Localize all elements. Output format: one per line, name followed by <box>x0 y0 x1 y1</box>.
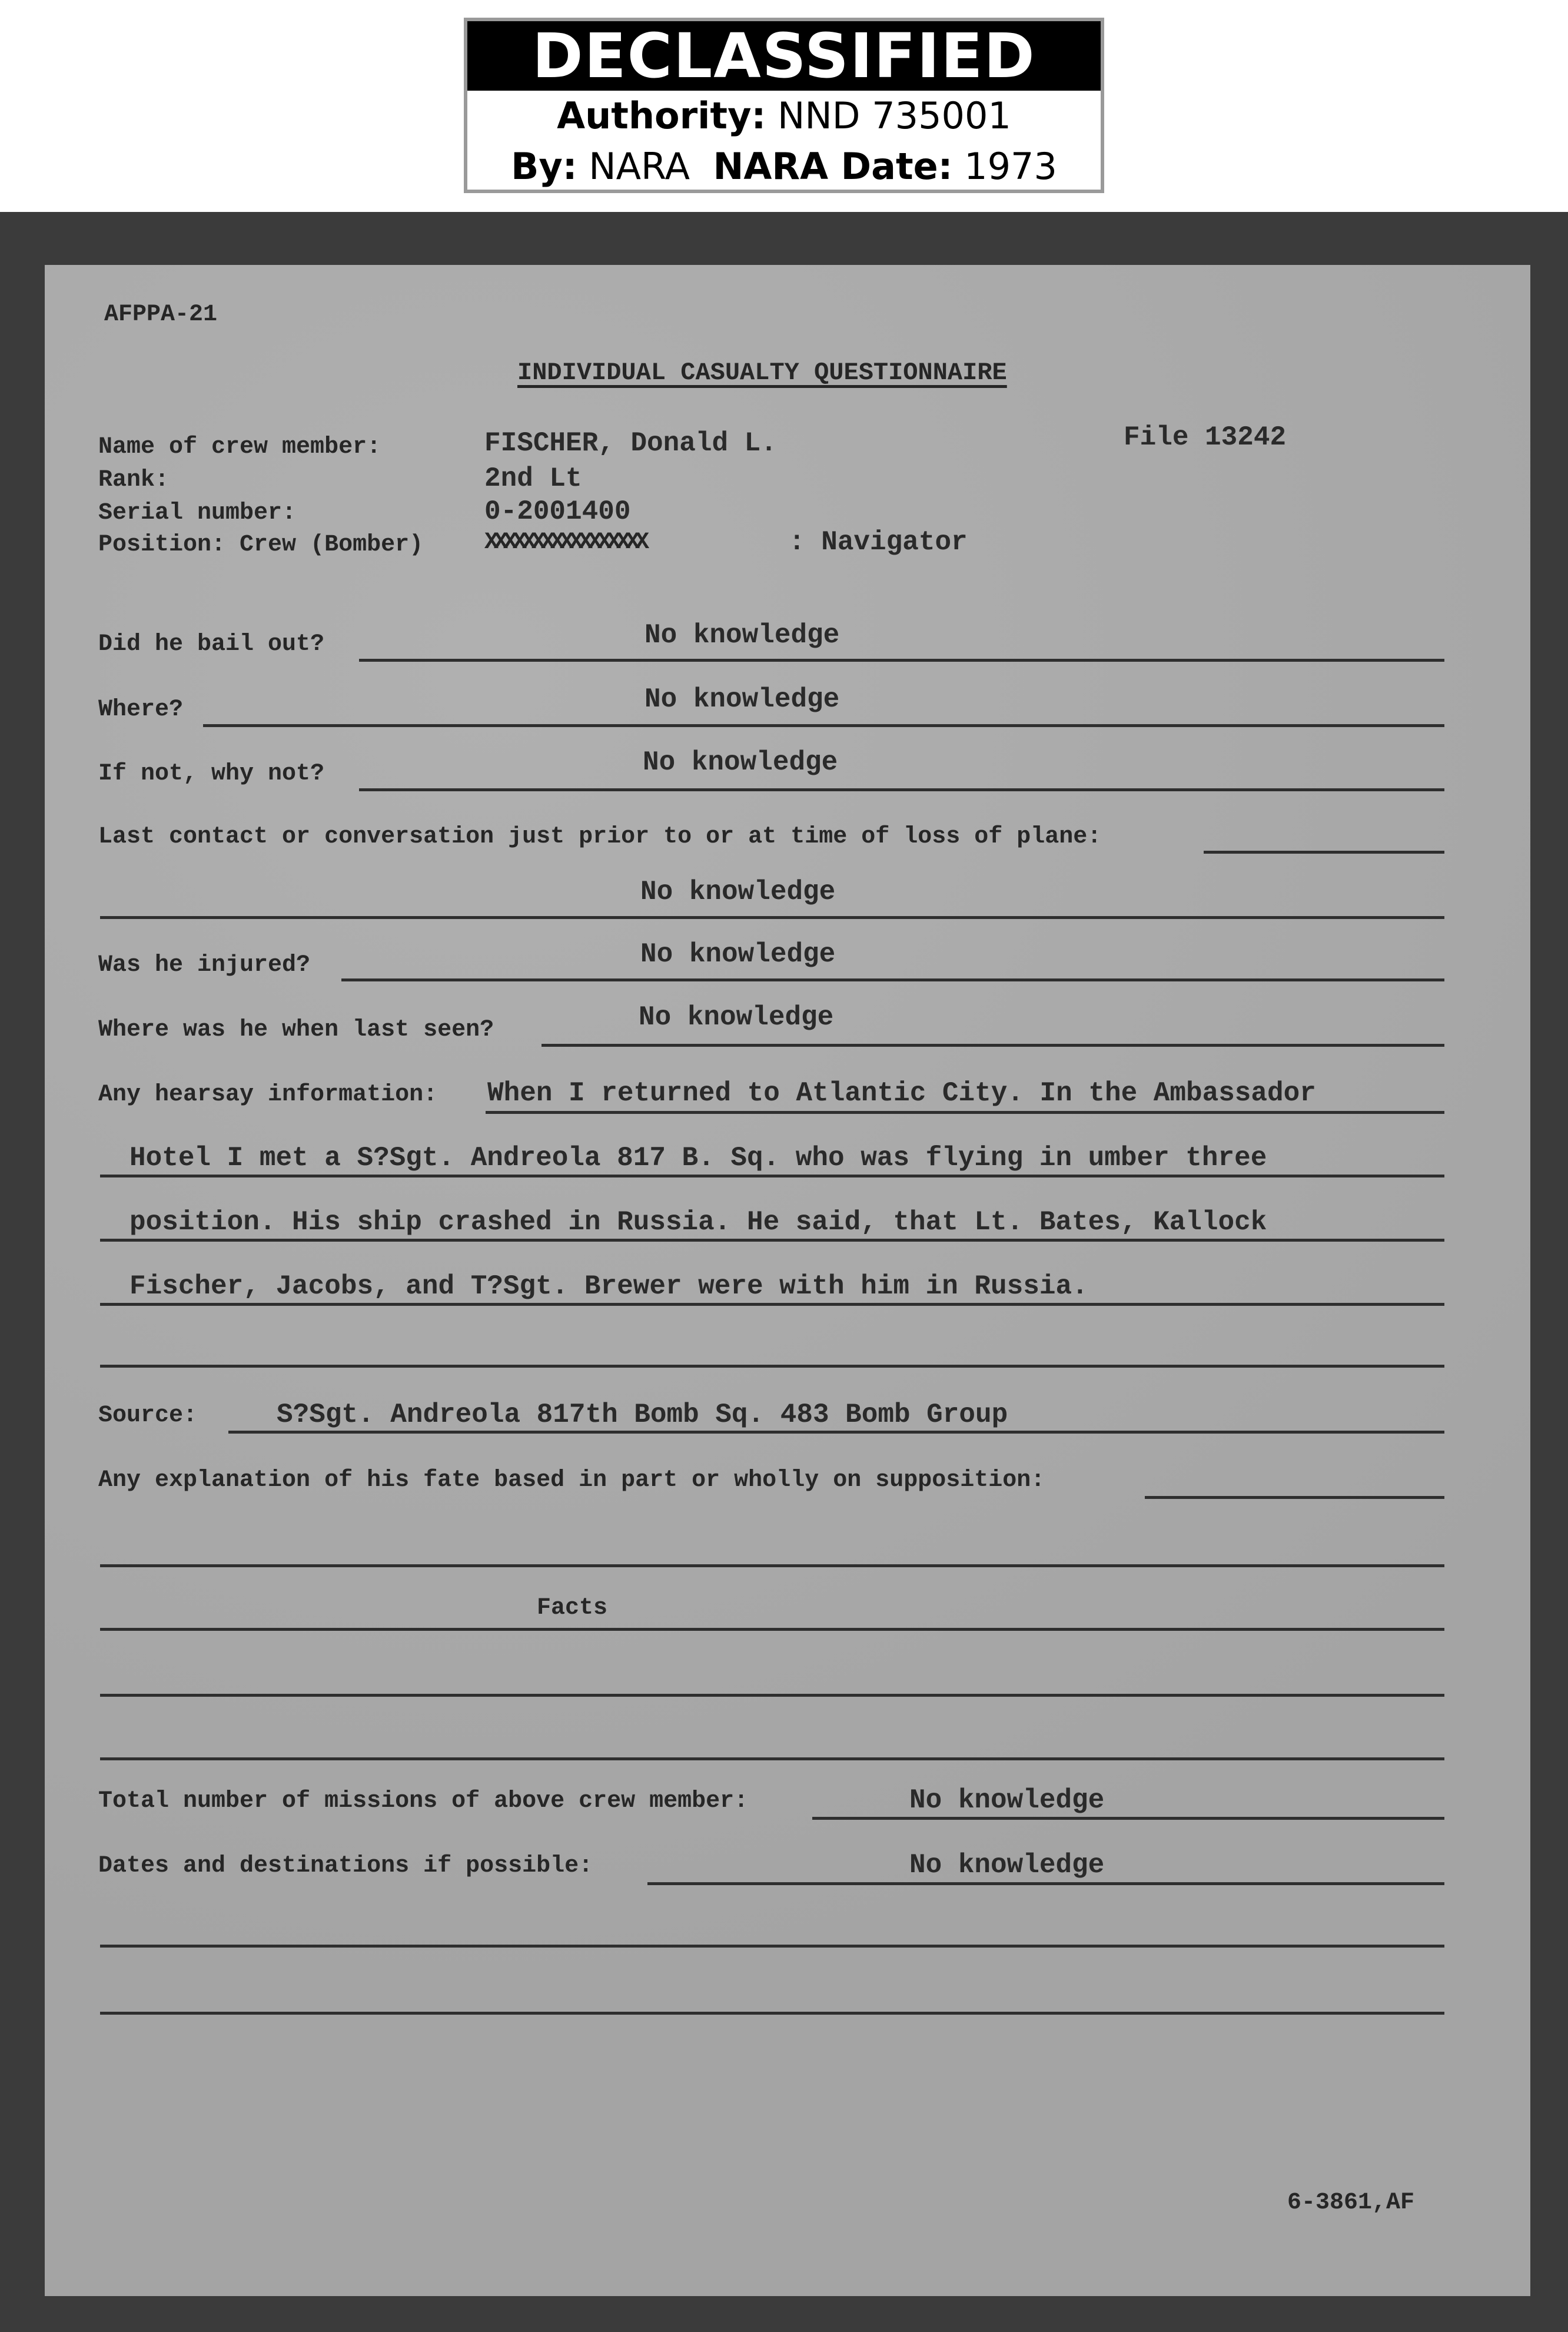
answer-line <box>341 978 1444 981</box>
form-title: INDIVIDUAL CASUALTY QUESTIONNAIRE <box>517 359 1007 387</box>
date-label: NARA Date: <box>713 145 953 188</box>
answer-line <box>1145 1496 1444 1499</box>
file-number: File 13242 <box>1124 422 1287 453</box>
injured-value: No knowledge <box>640 939 836 970</box>
injured-label: Was he injured? <box>98 952 311 978</box>
answer-line <box>100 916 1444 919</box>
where-label: Where? <box>98 696 184 723</box>
declassified-stamp <box>464 18 1104 193</box>
by-label: By: <box>511 145 577 188</box>
where-value: No knowledge <box>645 684 840 715</box>
form-code: AFPPA-21 <box>104 301 218 328</box>
stamp-by <box>467 141 1101 192</box>
serial-value: 0-2001400 <box>484 496 631 527</box>
bail-value: No knowledge <box>645 620 840 651</box>
answer-line <box>100 1564 1444 1567</box>
footer-code: 6-3861,AF <box>1287 2190 1415 2216</box>
answer-line <box>100 1628 1444 1631</box>
answer-line <box>203 724 1444 727</box>
answer-line <box>812 1817 1444 1820</box>
answer-line <box>100 1239 1444 1242</box>
answer-line <box>228 1431 1444 1434</box>
position-value: : Navigator <box>789 527 968 558</box>
explanation-label: Any explanation of his fate based in part or wholly on supposition: <box>98 1467 1045 1494</box>
serial-label: Serial number: <box>98 500 297 526</box>
facts-text: Facts <box>537 1595 608 1621</box>
answer-line <box>100 1945 1444 1948</box>
authority-label: Authority: <box>557 94 766 137</box>
answer-line <box>359 659 1444 662</box>
hearsay-line-2: Hotel I met a S?Sgt. Andreola 817 B. Sq. who was flying in umber three <box>129 1143 1267 1173</box>
answer-line <box>1204 851 1444 854</box>
answer-line <box>100 1175 1444 1177</box>
hearsay-line-1: When I returned to Atlantic City. In the Ambassador <box>487 1078 1316 1109</box>
contact-value: No knowledge <box>640 877 836 907</box>
date-value: 1973 <box>964 145 1057 188</box>
ifnot-value: No knowledge <box>643 747 838 778</box>
by-value: NARA <box>589 145 690 188</box>
bail-label: Did he bail out? <box>98 631 325 658</box>
missions-value: No knowledge <box>909 1785 1105 1816</box>
answer-line <box>100 1757 1444 1760</box>
answer-line <box>359 788 1444 791</box>
authority-value: NND 735001 <box>778 94 1011 137</box>
seen-label: Where was he when last seen? <box>98 1017 494 1043</box>
seen-value: No knowledge <box>639 1002 834 1033</box>
source-label: Source: <box>98 1402 198 1429</box>
source-value: S?Sgt. Andreola 817th Bomb Sq. 483 Bomb Group <box>277 1399 1008 1430</box>
stamp-title: DECLASSIFIED <box>467 21 1101 91</box>
answer-line <box>486 1111 1444 1114</box>
hearsay-label: Any hearsay information: <box>98 1082 438 1108</box>
position-struck-text: XXXXXXXXXXXXXXXXX <box>484 529 645 556</box>
name-label: Name of crew member: <box>98 434 381 460</box>
hearsay-line-4: Fischer, Jacobs, and T?Sgt. Brewer were with him in Russia. <box>129 1271 1088 1302</box>
answer-line <box>100 1303 1444 1306</box>
answer-line <box>100 1694 1444 1697</box>
position-label: Position: Crew (Bomber) <box>98 532 424 558</box>
answer-line <box>647 1882 1444 1885</box>
rank-value: 2nd Lt <box>484 463 582 494</box>
dates-label: Dates and destinations if possible: <box>98 1853 593 1879</box>
contact-label: Last contact or conversation just prior to or at time of loss of plane: <box>98 824 1102 850</box>
stamp-authority <box>467 91 1101 141</box>
ifnot-label: If not, why not? <box>98 761 325 787</box>
hearsay-line-3: position. His ship crashed in Russia. He said, that Lt. Bates, Kallock <box>129 1207 1267 1238</box>
dates-value: No knowledge <box>909 1850 1105 1880</box>
missions-label: Total number of missions of above crew member: <box>98 1788 749 1814</box>
answer-line <box>542 1044 1444 1047</box>
answer-line <box>100 2012 1444 2015</box>
answer-line <box>100 1365 1444 1368</box>
rank-label: Rank: <box>98 467 170 493</box>
name-value: FISCHER, Donald L. <box>484 428 777 459</box>
